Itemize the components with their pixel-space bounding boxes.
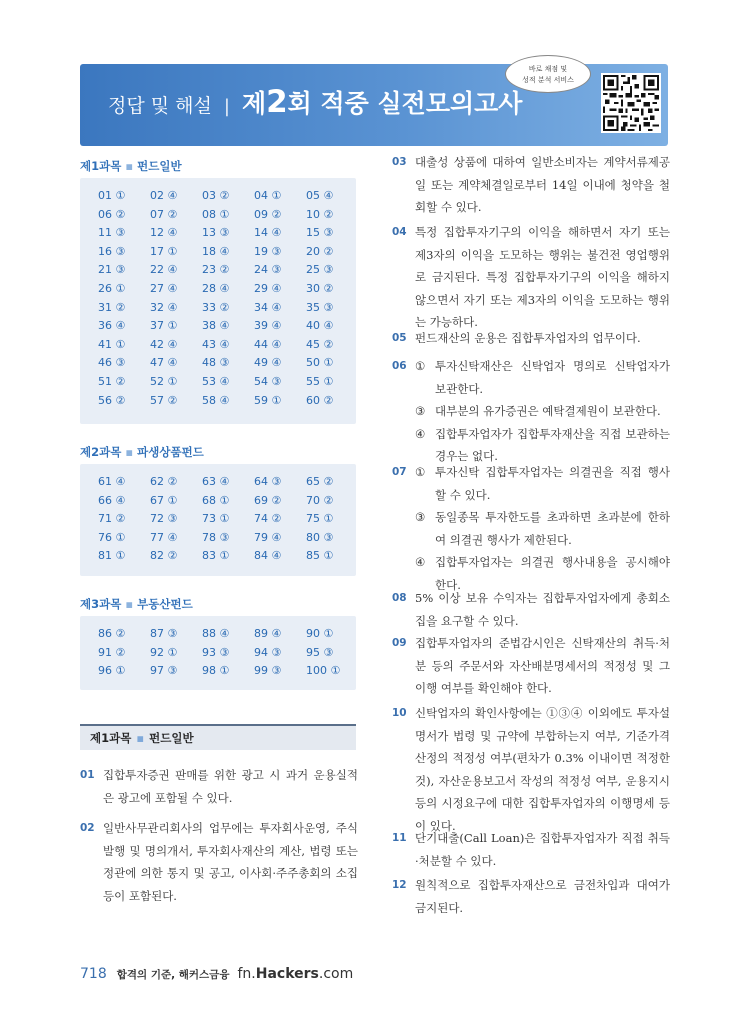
- explanation-text: 5% 이상 보유 수익자는 집합투자업자에게 총회소집을 요구할 수 있다.: [415, 591, 670, 628]
- answer-cell: 46 ③: [98, 356, 126, 370]
- section-2-heading: [80, 444, 204, 460]
- answer-cell: 28 ④: [202, 281, 230, 295]
- answer-cell: 34 ④: [254, 300, 282, 314]
- answer-cell: 57 ②: [150, 393, 178, 407]
- answer-cell: 92 ①: [150, 645, 178, 659]
- section-2-answer-grid: [98, 473, 358, 566]
- explanation-item-11: [392, 827, 670, 872]
- explanation-item-09: [392, 632, 670, 700]
- answer-cell: 87 ③: [150, 627, 178, 640]
- answer-cell: 78 ③: [202, 530, 230, 544]
- answer-cell: 58 ④: [202, 393, 230, 407]
- answer-cell: 60 ②: [306, 393, 334, 407]
- answer-cell: 50 ①: [306, 356, 334, 370]
- answer-cell: 76 ①: [98, 530, 126, 544]
- page-number: 718: [80, 966, 107, 982]
- answer-cell: 70 ②: [306, 493, 334, 507]
- explanation-number: 09: [392, 637, 407, 649]
- answer-cell: 85 ①: [306, 549, 334, 563]
- explanation-number: 10: [392, 707, 407, 719]
- answer-cell: 11 ③: [98, 226, 126, 240]
- explanation-section-heading: [80, 724, 356, 750]
- answer-cell: 81 ①: [98, 549, 126, 563]
- answer-cell: 90 ①: [306, 627, 334, 640]
- answer-cell: 97 ③: [150, 664, 178, 678]
- explanation-text: 단기대출(Call Loan)은 집합투자업자가 직접 취득·처분할 수 있다.: [415, 831, 670, 868]
- answer-cell: 24 ③: [254, 263, 282, 277]
- answer-cell: 12 ④: [150, 226, 178, 240]
- answer-cell: 86 ②: [98, 627, 126, 640]
- answer-cell: 98 ①: [202, 664, 230, 678]
- answer-cell: 67 ①: [150, 493, 178, 507]
- answer-cell: 54 ③: [254, 374, 282, 388]
- answer-cell: 25 ③: [306, 263, 334, 277]
- answer-cell: 27 ④: [150, 281, 178, 295]
- explanation-title: 제1과목: [90, 731, 132, 745]
- answer-cell: 23 ②: [202, 263, 230, 277]
- section-3-dot: ▪: [125, 597, 134, 611]
- explanation-text: 집합투자증권 판매를 위한 광고 시 과거 운용실적은 광고에 포함될 수 있다.: [103, 768, 358, 805]
- explanation-text: 신탁업자의 확인사항에는 ①③④ 이외에도 투자설명서가 법령 및 규약에 부합하는지 여부, 기준가격 산정의 적정성 여부(편차가 0.3% 이내이면 적정한 것), 자산운용보고서 작성의 적정성 여부, 운용지시 등의 시정요구에 대한 집합투자업자의 이행명세 등이 있다.: [415, 706, 670, 833]
- explanation-number: 06: [392, 360, 407, 372]
- qr-code-icon[interactable]: [601, 73, 661, 133]
- answer-cell: 03 ②: [202, 189, 230, 202]
- answer-cell: 48 ③: [202, 356, 230, 370]
- section-1-answer-grid: [98, 187, 358, 410]
- answer-cell: 62 ②: [150, 475, 178, 488]
- answer-cell: 04 ①: [254, 189, 282, 202]
- bubble-line-2: 성적 분석 서비스: [522, 76, 574, 84]
- answer-cell: 01 ①: [98, 189, 126, 202]
- explanation-number: 11: [392, 832, 407, 844]
- section-3-heading: [80, 596, 193, 612]
- answer-cell: 65 ②: [306, 475, 334, 488]
- answer-cell: 91 ②: [98, 645, 126, 659]
- answer-cell: 18 ④: [202, 244, 230, 258]
- answer-cell: 32 ④: [150, 300, 178, 314]
- footer-site-link[interactable]: fn.Hackers.com: [237, 966, 354, 982]
- answer-cell: 71 ②: [98, 512, 126, 526]
- answer-cell: 29 ④: [254, 281, 282, 295]
- answer-cell: 22 ④: [150, 263, 178, 277]
- answer-cell: 66 ④: [98, 493, 126, 507]
- answer-cell: 82 ②: [150, 549, 178, 563]
- answer-cell: 52 ①: [150, 374, 178, 388]
- answer-cell: 06 ②: [98, 207, 126, 221]
- answer-cell: 42 ④: [150, 337, 178, 351]
- explanation-item-06: [392, 355, 670, 468]
- explanation-number: 01: [80, 769, 95, 781]
- explanation-number: 07: [392, 466, 407, 478]
- answer-cell: 47 ④: [150, 356, 178, 370]
- explanation-item-03: [392, 151, 670, 219]
- bubble-line-1: 바로 채점 및: [528, 65, 568, 73]
- answer-cell: 09 ②: [254, 207, 282, 221]
- answer-cell: 14 ④: [254, 226, 282, 240]
- answer-cell: 10 ②: [306, 207, 334, 221]
- answer-cell: 21 ③: [98, 263, 126, 277]
- answer-cell: 35 ③: [306, 300, 334, 314]
- section-3-name: 부동산펀드: [137, 597, 193, 611]
- answer-cell: 41 ①: [98, 337, 126, 351]
- answer-cell: 69 ②: [254, 493, 282, 507]
- answer-cell: 40 ④: [306, 319, 334, 333]
- answer-cell: 13 ③: [202, 226, 230, 240]
- section-3-title: 제3과목: [80, 597, 122, 611]
- answer-cell: 31 ②: [98, 300, 126, 314]
- explanation-text: 대출성 상품에 대하여 일반소비자는 계약서류제공일 또는 계약체결일로부터 14일 이내에 청약을 철회할 수 있다.: [415, 155, 670, 214]
- answer-cell: 96 ①: [98, 664, 126, 678]
- explanation-number: 02: [80, 822, 95, 834]
- answer-cell: 99 ③: [254, 664, 282, 678]
- sub-item: ④ 집합투자업자가 집합투자재산을 직접 보관하는 경우는 없다.: [415, 426, 670, 463]
- explanation-item-07: [392, 461, 670, 596]
- answer-cell: 84 ④: [254, 549, 282, 563]
- answer-cell: 88 ④: [202, 627, 230, 640]
- section-1-name: 펀드일반: [137, 159, 182, 173]
- page-footer: [80, 966, 353, 982]
- sub-item: ③ 동일종목 투자한도를 초과하면 초과분에 한하여 의결권 행사가 제한된다.: [415, 510, 670, 547]
- answer-cell: 36 ④: [98, 319, 126, 333]
- answer-cell: 49 ④: [254, 356, 282, 370]
- explanation-number: 05: [392, 332, 407, 344]
- answer-cell: 73 ①: [202, 512, 230, 526]
- answer-cell: 59 ①: [254, 393, 282, 407]
- answer-cell: 20 ②: [306, 244, 334, 258]
- answer-cell: 45 ②: [306, 337, 334, 351]
- answer-cell: 02 ④: [150, 189, 178, 202]
- title-main-1: 제: [241, 89, 267, 118]
- explanation-name: 펀드일반: [149, 731, 194, 745]
- answer-cell: 77 ④: [150, 530, 178, 544]
- answer-cell: 100 ①: [306, 664, 341, 678]
- section-2-name: 파생상품펀드: [137, 445, 204, 459]
- answer-cell: 33 ②: [202, 300, 230, 314]
- answer-cell: 17 ①: [150, 244, 178, 258]
- answer-cell: 30 ②: [306, 281, 334, 295]
- answer-cell: 61 ④: [98, 475, 126, 488]
- explanation-item-04: [392, 221, 670, 334]
- section-1-title: 제1과목: [80, 159, 122, 173]
- answer-cell: 64 ③: [254, 475, 282, 488]
- answer-cell: 83 ①: [202, 549, 230, 563]
- footer-slogan: 합격의 기준, 해커스금융: [116, 969, 230, 981]
- answer-cell: 44 ④: [254, 337, 282, 351]
- section-2-dot: ▪: [125, 445, 134, 459]
- grading-service-bubble: [505, 55, 591, 93]
- answer-cell: 53 ④: [202, 374, 230, 388]
- explanation-text: 집합투자업자의 준법감시인은 신탁재산의 취득·처분 등의 주문서와 자산배분명세서의 적정성 및 그 이행 여부를 확인해야 한다.: [415, 636, 670, 695]
- answer-cell: 75 ①: [306, 512, 334, 526]
- section-1-answer-box: [80, 178, 356, 424]
- explanation-number: 04: [392, 226, 407, 238]
- explanation-item-01: [80, 764, 358, 809]
- explanation-number: 12: [392, 879, 407, 891]
- title-number: 2: [266, 84, 288, 120]
- answer-cell: 39 ④: [254, 319, 282, 333]
- title-prefix: 정답 및 해설: [108, 95, 212, 117]
- answer-cell: 19 ③: [254, 244, 282, 258]
- answer-cell: 07 ②: [150, 207, 178, 221]
- explanation-text: 일반사무관리회사의 업무에는 투자회사운영, 주식 발행 및 명의개서, 투자회사재산의 계산, 법령 또는 정관에 의한 통지 및 공고, 이사회·주주총회의 소집 등이 포함된다.: [103, 821, 358, 903]
- explanation-item-02: [80, 817, 358, 907]
- answer-cell: 43 ④: [202, 337, 230, 351]
- explanation-text: 원칙적으로 집합투자재산으로 금전차입과 대여가 금지된다.: [415, 878, 670, 915]
- section-2-answer-box: [80, 464, 356, 576]
- explanation-dot: ▪: [136, 731, 145, 745]
- explanation-text: 특정 집합투자기구의 이익을 해하면서 자기 또는 제3자의 이익을 도모하는 행위는 불건전 영업행위로 금지된다. 특정 집합투자기구의 이익을 해하지 않으면서 자기 또는 제3자의 이익을 도모하는 행위는 가능하다.: [415, 225, 670, 329]
- section-3-answer-grid: [98, 625, 358, 681]
- title-separator: |: [223, 96, 230, 117]
- sub-item: ① 투자신탁 집합투자업자는 의결권을 직접 행사할 수 있다.: [415, 465, 670, 502]
- explanation-item-12: [392, 874, 670, 919]
- answer-cell: 55 ①: [306, 374, 334, 388]
- explanation-number: 08: [392, 592, 407, 604]
- answer-cell: 95 ③: [306, 645, 334, 659]
- section-1-dot: ▪: [125, 159, 134, 173]
- sub-item: ③ 대부분의 유가증권은 예탁결제원이 보관한다.: [415, 404, 661, 418]
- sub-item: ④ 집합투자업자는 의결권 행사내용을 공시해야 한다.: [415, 555, 670, 592]
- explanation-number: 03: [392, 156, 407, 168]
- answer-cell: 05 ④: [306, 189, 334, 202]
- answer-cell: 51 ②: [98, 374, 126, 388]
- answer-cell: 37 ①: [150, 319, 178, 333]
- title-main-2: 회 적중 실전모의고사: [287, 89, 523, 118]
- explanation-item-08: [392, 587, 670, 632]
- answer-cell: 68 ①: [202, 493, 230, 507]
- answer-cell: 38 ④: [202, 319, 230, 333]
- answer-cell: 08 ①: [202, 207, 230, 221]
- answer-cell: 74 ②: [254, 512, 282, 526]
- section-3-answer-box: [80, 616, 356, 690]
- answer-cell: 16 ③: [98, 244, 126, 258]
- answer-cell: 80 ③: [306, 530, 334, 544]
- answer-cell: 94 ③: [254, 645, 282, 659]
- explanation-item-10: [392, 702, 670, 837]
- answer-cell: 56 ②: [98, 393, 126, 407]
- page-title: [108, 84, 522, 120]
- section-1-heading: [80, 158, 182, 174]
- explanation-item-05: [392, 327, 670, 350]
- answer-cell: 89 ④: [254, 627, 282, 640]
- explanation-text: 펀드재산의 운용은 집합투자업자의 업무이다.: [415, 331, 641, 345]
- answer-cell: 26 ①: [98, 281, 126, 295]
- answer-cell: 79 ④: [254, 530, 282, 544]
- answer-cell: 93 ③: [202, 645, 230, 659]
- answer-cell: 15 ③: [306, 226, 334, 240]
- answer-cell: 63 ④: [202, 475, 230, 488]
- sub-item: ① 투자신탁재산은 신탁업자 명의로 신탁업자가 보관한다.: [415, 359, 670, 396]
- section-2-title: 제2과목: [80, 445, 122, 459]
- answer-cell: 72 ③: [150, 512, 178, 526]
